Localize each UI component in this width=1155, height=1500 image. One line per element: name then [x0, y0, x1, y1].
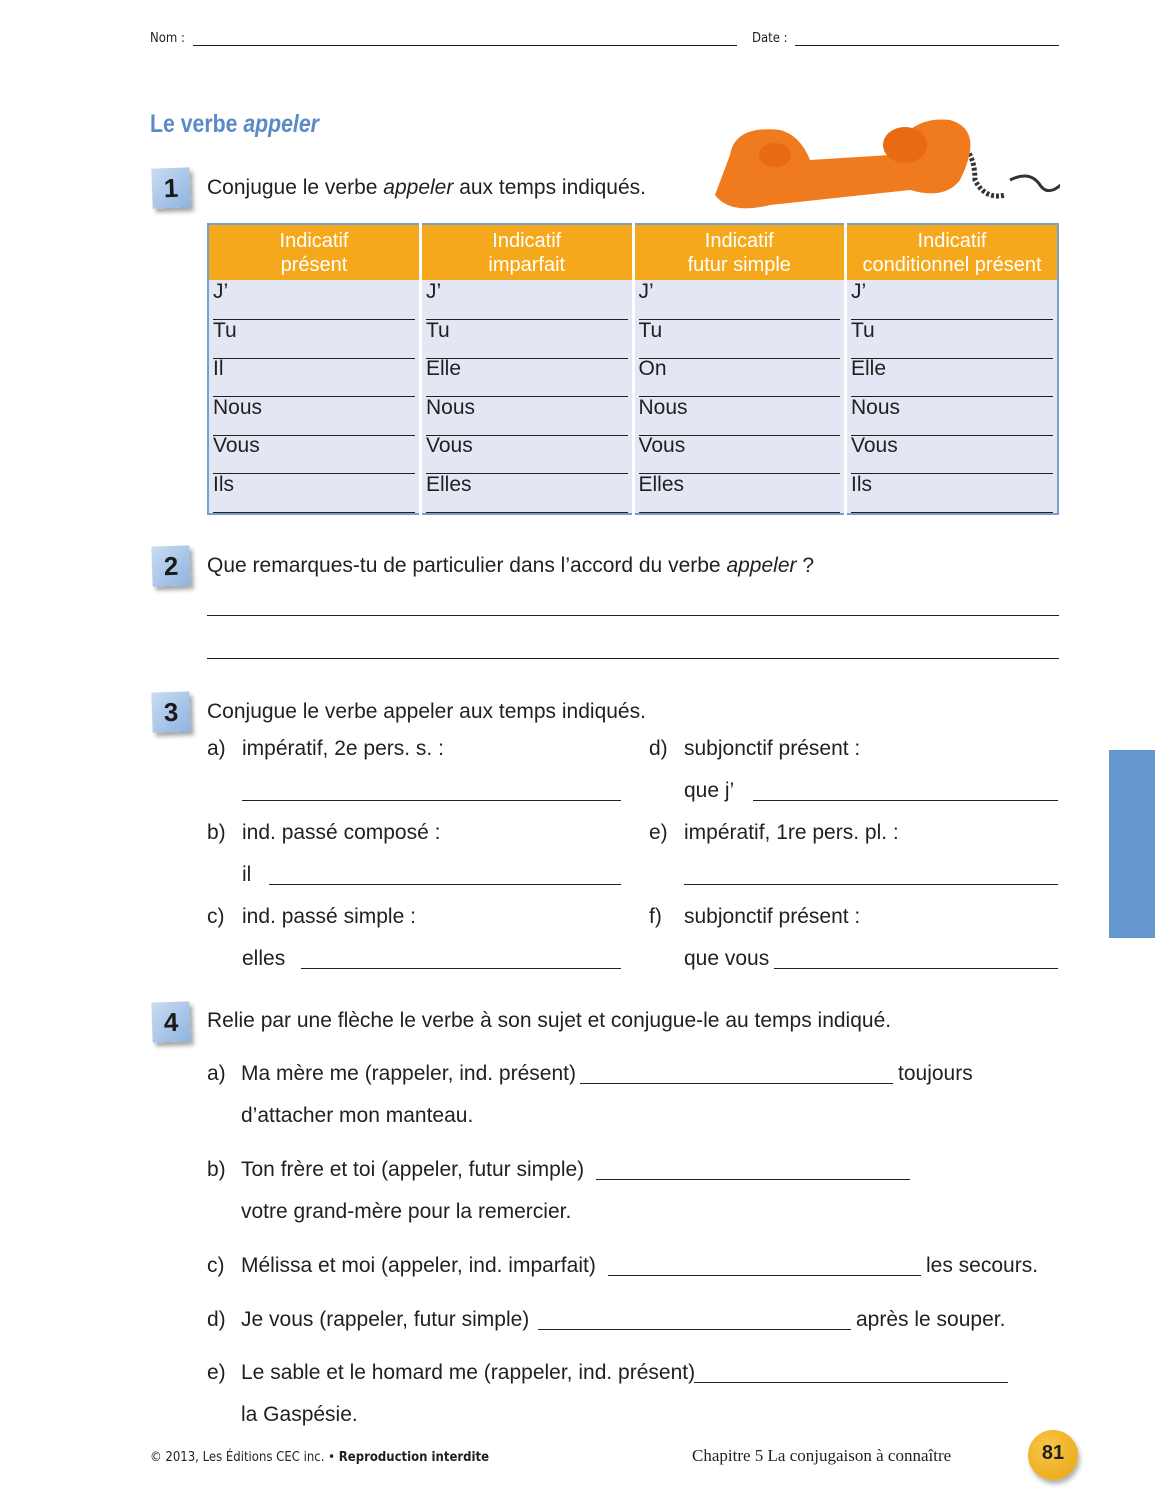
answer-row[interactable]: Nous	[213, 397, 415, 436]
item-sentence-continued: la Gaspésie.	[241, 1403, 358, 1426]
item-sentence-end: toujours	[898, 1062, 973, 1085]
item-letter: c)	[207, 905, 225, 928]
date-field[interactable]	[795, 45, 1059, 46]
question-3-text: Conjugue le verbe appeler aux temps indiqués.	[207, 700, 646, 723]
question-4-text: Relie par une flèche le verbe à son sujet et conjugue-le au temps indiqué.	[207, 1009, 892, 1032]
item-letter: b)	[207, 1158, 226, 1181]
question-number-badge: 1	[151, 167, 190, 208]
item-letter: d)	[207, 1308, 226, 1331]
item-letter: e)	[207, 1361, 226, 1384]
answer-prefix: elles	[242, 947, 286, 970]
item-letter: d)	[649, 737, 668, 760]
name-label: Nom :	[150, 31, 185, 46]
item-letter: b)	[207, 821, 226, 844]
answer-row[interactable]: Elle	[426, 359, 628, 398]
answer-line[interactable]	[684, 884, 1058, 885]
answer-row[interactable]: Ils	[851, 474, 1053, 513]
answer-row[interactable]: Vous	[851, 436, 1053, 475]
page-number: 81	[1028, 1430, 1078, 1480]
answer-row[interactable]: Elles	[426, 474, 628, 513]
question-2-text: Que remarques-tu de particulier dans l’accord du verbe appeler ?	[207, 554, 815, 577]
answer-line[interactable]	[608, 1275, 921, 1276]
answer-line[interactable]	[207, 658, 1059, 659]
item-label: ind. passé simple :	[242, 905, 416, 928]
answer-row[interactable]: Tu	[426, 320, 628, 359]
item-label: ind. passé composé :	[242, 821, 441, 844]
item-sentence-continued: d’attacher mon manteau.	[241, 1104, 474, 1127]
answer-row[interactable]: On	[639, 359, 841, 398]
chapter-side-tab	[1109, 750, 1155, 938]
answer-row[interactable]: Vous	[213, 436, 415, 475]
answer-row[interactable]: Vous	[426, 436, 628, 475]
item-label: impératif, 2e pers. s. :	[242, 737, 444, 760]
item-letter: f)	[649, 905, 662, 928]
column-cells	[208, 280, 421, 514]
date-label: Date :	[752, 31, 788, 46]
answer-prefix: il	[242, 863, 252, 886]
answer-line[interactable]	[301, 968, 622, 969]
answer-row[interactable]: Tu	[639, 320, 841, 359]
answer-row[interactable]: J’	[639, 280, 841, 320]
answer-row[interactable]: Nous	[851, 397, 1053, 436]
column-header: Indicatif conditionnel présent	[846, 224, 1059, 280]
answer-prefix: que j’	[684, 779, 735, 802]
chapter-title: Chapitre 5 La conjugaison à connaître	[692, 1446, 952, 1465]
answer-row[interactable]: Nous	[639, 397, 841, 436]
answer-line[interactable]	[580, 1083, 893, 1084]
answer-line[interactable]	[694, 1382, 1008, 1383]
answer-row[interactable]: Il	[213, 359, 415, 398]
answer-row[interactable]: Vous	[639, 436, 841, 475]
column-cells	[421, 280, 634, 514]
answer-line[interactable]	[242, 800, 621, 801]
answer-row[interactable]: Elle	[851, 359, 1053, 398]
item-sentence: Ton frère et toi (appeler, futur simple)	[241, 1158, 585, 1181]
column-cells	[846, 280, 1059, 514]
answer-line[interactable]	[269, 884, 621, 885]
answer-prefix: que vous	[684, 947, 770, 970]
item-sentence: Je vous (rappeler, futur simple)	[241, 1308, 530, 1331]
page-title: Le verbe appeler	[150, 110, 319, 138]
answer-row[interactable]: Elles	[639, 474, 841, 513]
item-sentence-continued: votre grand-mère pour la remercier.	[241, 1200, 572, 1223]
answer-row[interactable]: Nous	[426, 397, 628, 436]
column-cells	[633, 280, 846, 514]
item-letter: a)	[207, 1062, 226, 1085]
name-field[interactable]	[193, 45, 737, 46]
item-letter: a)	[207, 737, 226, 760]
answer-row[interactable]: Ils	[213, 474, 415, 513]
answer-row[interactable]: J’	[426, 280, 628, 320]
item-sentence-end: les secours.	[926, 1254, 1039, 1277]
answer-line[interactable]	[774, 968, 1058, 969]
telephone-handset-image	[710, 110, 1060, 215]
answer-row[interactable]: Tu	[213, 320, 415, 359]
item-sentence-end: après le souper.	[856, 1308, 1006, 1331]
item-letter: c)	[207, 1254, 225, 1277]
answer-row[interactable]: Tu	[851, 320, 1053, 359]
column-header: Indicatif présent	[208, 224, 421, 280]
answer-row[interactable]: J’	[851, 280, 1053, 320]
item-letter: e)	[649, 821, 668, 844]
item-label: subjonctif présent :	[684, 905, 861, 928]
column-header: Indicatif imparfait	[421, 224, 634, 280]
item-label: subjonctif présent :	[684, 737, 861, 760]
answer-line[interactable]	[753, 800, 1058, 801]
conjugation-table	[207, 223, 1059, 515]
question-number-badge: 2	[151, 545, 190, 586]
question-number-badge: 3	[151, 691, 190, 732]
answer-line[interactable]	[596, 1179, 910, 1180]
item-sentence: Mélissa et moi (appeler, ind. imparfait)	[241, 1254, 596, 1277]
column-header: Indicatif futur simple	[633, 224, 846, 280]
question-1-text: Conjugue le verbe appeler aux temps indiqués.	[207, 176, 646, 199]
item-label: impératif, 1re pers. pl. :	[684, 821, 899, 844]
item-sentence: Ma mère me (rappeler, ind. présent)	[241, 1062, 576, 1085]
answer-row[interactable]: J’	[213, 280, 415, 320]
answer-line[interactable]	[207, 615, 1059, 616]
question-number-badge: 4	[151, 1001, 190, 1042]
item-sentence: Le sable et le homard me (rappeler, ind. présent)	[241, 1361, 696, 1384]
copyright-text: © 2013, Les Éditions CEC inc. • Reproduction interdite	[150, 1450, 490, 1465]
answer-line[interactable]	[538, 1329, 851, 1330]
